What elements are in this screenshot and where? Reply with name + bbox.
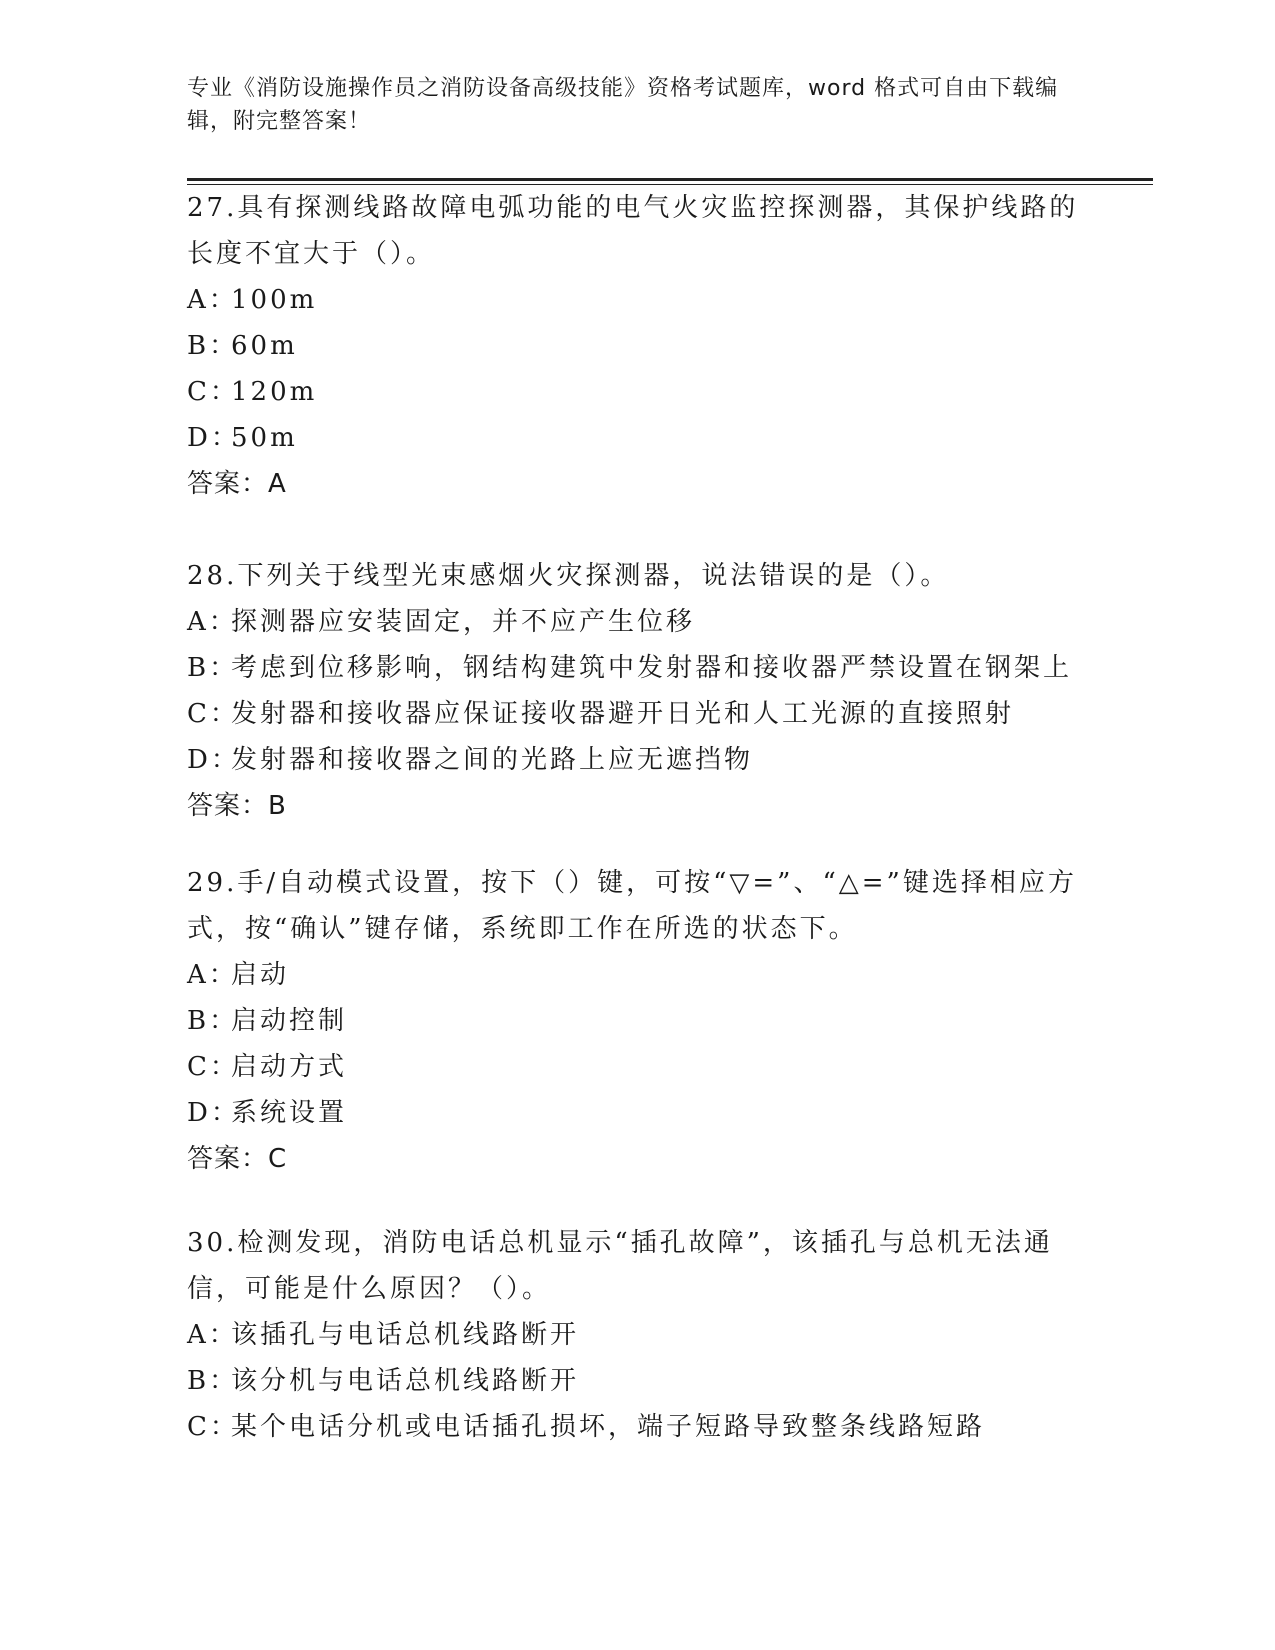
answer: 答案：C <box>187 1144 288 1174</box>
option-a <box>187 1312 1087 1358</box>
question-stem: 28.下列关于线型光束感烟火灾探测器，说法错误的是（）。 <box>187 561 950 591</box>
option-a <box>187 277 1087 323</box>
option-text: 120m <box>231 377 318 407</box>
option-text: 60m <box>231 331 298 361</box>
question-stem: 27.具有探测线路故障电弧功能的电气火灾监控探测器，其保护线路的长度不宜大于（）。 <box>187 193 1079 269</box>
option-letter: C： <box>187 1052 239 1082</box>
option-letter: B： <box>187 1366 239 1396</box>
question-28 <box>187 553 1087 829</box>
option-text: 系统设置 <box>231 1098 348 1128</box>
option-d <box>187 737 1087 783</box>
option-d <box>187 415 1087 461</box>
option-letter: C： <box>187 699 239 729</box>
option-text: 该插孔与电话总机线路断开 <box>231 1320 580 1350</box>
option-letter: D： <box>187 745 240 775</box>
option-b <box>187 998 1087 1044</box>
option-letter: B： <box>187 653 239 683</box>
answer: 答案：B <box>187 791 287 821</box>
option-text: 探测器应安装固定，并不应产生位移 <box>231 607 696 637</box>
option-text: 某个电话分机或电话插孔损坏，端子短路导致整条线路短路 <box>231 1412 986 1442</box>
option-text: 启动 <box>231 960 290 990</box>
option-b <box>187 323 1087 369</box>
question-30 <box>187 1220 1087 1450</box>
option-c <box>187 1044 1087 1090</box>
option-b <box>187 645 1087 691</box>
option-d <box>187 1090 1087 1136</box>
question-27 <box>187 185 1087 507</box>
option-letter: A： <box>187 1320 238 1350</box>
answer: 答案：A <box>187 469 287 499</box>
option-text: 考虑到位移影响，钢结构建筑中发射器和接收器严禁设置在钢架上 <box>231 653 1073 683</box>
option-a <box>187 599 1087 645</box>
option-c <box>187 369 1087 415</box>
header-divider-thick <box>187 178 1153 181</box>
option-letter: A： <box>187 960 238 990</box>
question-29 <box>187 860 1087 1182</box>
question-stem: 30.检测发现，消防电话总机显示“插孔故障”，该插孔与总机无法通信，可能是什么原因？（）。 <box>187 1228 1053 1304</box>
option-letter: C： <box>187 377 239 407</box>
option-text: 100m <box>231 285 318 315</box>
option-text: 发射器和接收器之间的光路上应无遮挡物 <box>231 745 754 775</box>
option-letter: A： <box>187 607 238 637</box>
option-letter: B： <box>187 1006 239 1036</box>
question-stem: 29.手/自动模式设置，按下（）键，可按“▽=”、“△=”键选择相应方式，按“确认”键存储，系统即工作在所选的状态下。 <box>187 868 1077 944</box>
document-header: 专业《消防设施操作员之消防设备高级技能》资格考试题库，word 格式可自由下载编辑，附完整答案！ <box>187 76 1059 134</box>
option-letter: C： <box>187 1412 239 1442</box>
option-c <box>187 691 1087 737</box>
option-text: 发射器和接收器应保证接收器避开日光和人工光源的直接照射 <box>231 699 1015 729</box>
option-letter: A： <box>187 285 238 315</box>
option-text: 该分机与电话总机线路断开 <box>231 1366 580 1396</box>
option-letter: D： <box>187 423 240 453</box>
option-letter: D： <box>187 1098 240 1128</box>
option-a <box>187 952 1087 998</box>
option-letter: B： <box>187 331 239 361</box>
option-b <box>187 1358 1087 1404</box>
option-text: 启动控制 <box>231 1006 348 1036</box>
option-c <box>187 1404 1087 1450</box>
option-text: 启动方式 <box>231 1052 348 1082</box>
option-text: 50m <box>231 423 298 453</box>
